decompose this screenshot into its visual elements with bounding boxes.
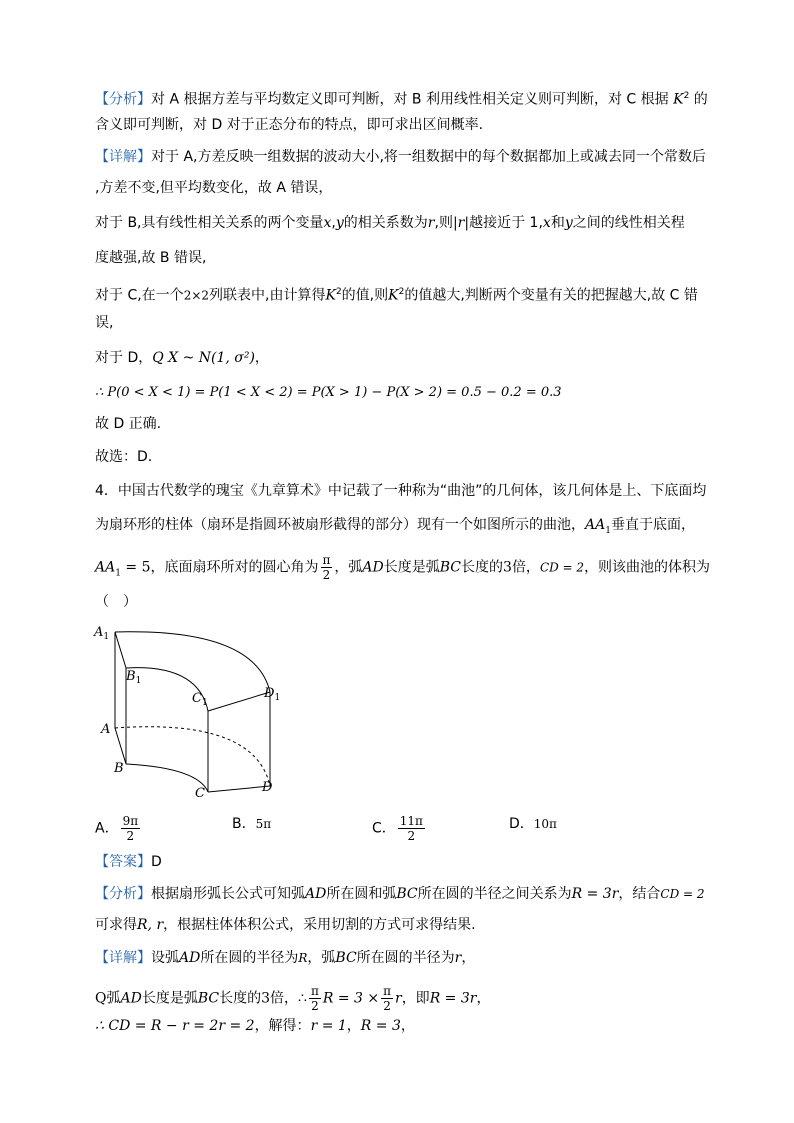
text: ，即 — [401, 990, 430, 1007]
text: 倍， — [270, 990, 299, 1007]
k-symbol: K — [673, 91, 684, 108]
text: 越接近于 1, — [469, 215, 543, 231]
label-a1: $A_1$ — [94, 625, 110, 642]
edge-cd — [208, 786, 270, 792]
table-size: 2×2 — [183, 288, 210, 303]
arc-bc: BC — [396, 886, 418, 902]
text: ， — [400, 1018, 415, 1034]
text: 所在圆的半径为 — [200, 950, 299, 966]
detail-line-1 — [95, 147, 705, 167]
cd-eq: CD = 2 — [539, 560, 585, 575]
aa1: AA — [585, 517, 606, 533]
text: 所在圆的半径为 — [356, 950, 455, 966]
analysis2-line-1 — [95, 884, 705, 904]
text: 列联表中,由计算得 — [209, 287, 326, 304]
text: 对于 D， — [95, 350, 153, 366]
text: ，则该曲池的体积为 — [584, 559, 711, 576]
var-x: x — [542, 215, 551, 231]
three: 3 — [261, 990, 271, 1007]
label-c: C — [195, 786, 205, 801]
label-b1: $B_1$ — [126, 669, 142, 686]
detail-line-4: 度越强,故 B 错误, — [95, 250, 207, 266]
text: 倍， — [511, 559, 540, 576]
analysis-line-1: 【分析】对 A 根据方差与平均数定义即可判断，对 B 利用线性相关定义则可判断，对 C 根据 $K^2$ 的 — [95, 91, 708, 108]
fraction-pi-2: $\frac{\pi}{2}$ — [383, 984, 391, 1013]
edge-ab — [115, 728, 126, 764]
option-letter: B． — [232, 816, 256, 832]
arc-ad: AD — [305, 886, 327, 902]
var-y: y — [335, 215, 344, 231]
text: 和 — [550, 215, 565, 231]
detail-line-5: 对于 C,在一个2×2列联表中,由计算得$K^2$的值,则$K^2$的值越大,判断两个变量有关的把握越大,故 C 错 — [95, 287, 698, 304]
arc-bc: BC — [439, 559, 462, 576]
aa1: AA — [95, 559, 116, 576]
eq: R = 3 × — [322, 990, 380, 1007]
text: 长度的 — [219, 990, 262, 1007]
var-r: r — [454, 950, 462, 966]
option-letter: A． — [95, 820, 119, 837]
detail-line-9: 故 D 正确. — [95, 416, 162, 432]
curved-pool-figure — [90, 618, 290, 808]
r-value: r = 1 — [310, 1018, 347, 1034]
text: ,则 — [434, 215, 453, 231]
option-letter: D． — [509, 816, 534, 832]
question-text: 中国古代数学的瑰宝《九章算术》中记载了一种称为“曲池”的几何体，该几何体是上、下底面均 — [117, 483, 707, 499]
text: 之间的线性相关程 — [572, 215, 685, 231]
therefore-symbol: ∴ — [298, 990, 307, 1007]
abs-r: |r| — [452, 215, 470, 231]
question-line-1 — [95, 481, 705, 501]
option-d[interactable] — [509, 814, 557, 834]
choice-line: 故选：D. — [95, 449, 153, 465]
edge-a1b1 — [115, 632, 126, 668]
var-x: x — [323, 215, 332, 231]
text: 可求得 — [95, 917, 137, 933]
edge-c1d1 — [208, 692, 270, 711]
probability-formula: ∴ P(0 < X < 1) = P(1 < X < 2) = P(X > 1) − P(X > 2) = 0.5 − 0.2 = 0.3 — [95, 385, 562, 400]
R-value: R = 3 — [360, 1018, 401, 1034]
eq: = 5 — [120, 559, 151, 576]
analysis-tag: 【分析】 — [95, 91, 151, 108]
label-d: D — [262, 780, 273, 795]
text: ， — [476, 990, 491, 1007]
var-r: r — [427, 215, 435, 231]
radius-relation: R = 3r — [429, 990, 477, 1007]
var-y: y — [564, 215, 573, 231]
radii: R, r — [137, 917, 164, 933]
text: 根据扇形弧长公式可知弧 — [151, 886, 305, 902]
text: 设弧 — [151, 950, 179, 966]
detail-line-2: ,方差不变,但平均数变化，故 A 错误， — [95, 180, 333, 196]
detail2-line-3 — [95, 1016, 705, 1036]
text: 的相关系数为 — [343, 215, 428, 231]
answer-line — [95, 852, 705, 872]
answer-tag: 【答案】 — [95, 854, 151, 870]
text: 垂直于底面， — [610, 517, 695, 533]
text: ， — [461, 950, 476, 966]
because-symbol: Q — [95, 990, 107, 1007]
text: 长度是弧 — [141, 990, 198, 1007]
cd-formula: ∴ CD = R − r = 2r = 2 — [95, 1018, 255, 1034]
option-value: 10π — [533, 817, 557, 831]
text: ，解得： — [254, 1018, 311, 1034]
var-r: r — [394, 990, 402, 1007]
text: 长度的 — [461, 559, 504, 576]
sep: , — [331, 215, 336, 231]
fraction-pi-2: $\frac{\pi}{2}$ — [310, 984, 319, 1013]
text: ， — [254, 350, 269, 366]
text: ，弧 — [334, 559, 363, 576]
label-c1: $C_1$ — [192, 691, 208, 708]
text: 长度是弧 — [383, 559, 440, 576]
text: 的值,则 — [341, 287, 389, 304]
option-a[interactable] — [95, 814, 142, 843]
detail-tag: 【详解】 — [95, 950, 151, 966]
text: 为扇环形的柱体（扇环是指圆环被扇形截得的部分）现有一个如图所示的曲池， — [95, 517, 585, 533]
normal-dist-formula: Q X ~ N(1, σ²) — [152, 350, 255, 366]
arc-bc: BC — [197, 990, 220, 1007]
three: 3 — [503, 559, 512, 576]
fraction-pi-2: $\frac{\pi}{2}$ — [322, 553, 331, 582]
label-a: A — [101, 722, 111, 737]
option-value: 5π — [255, 817, 272, 831]
question-line-4: （ ） — [95, 594, 137, 610]
text: 对于 C,在一个 — [95, 287, 184, 304]
answer-value: D — [151, 854, 162, 870]
analysis-text-end: 的 — [689, 91, 708, 108]
label-d1: $D_1$ — [264, 686, 281, 703]
detail2-line-2 — [95, 984, 705, 1013]
text: 所在圆和弧 — [326, 886, 397, 902]
option-c[interactable] — [372, 814, 427, 843]
question-line-2: 为扇环形的柱体（扇环是指圆环被扇形截得的部分）现有一个如图所示的曲池，$AA_1$垂直于底面， — [95, 517, 695, 536]
option-fraction: $\frac{9\pi}{2}$ — [122, 814, 139, 843]
detail2-line-1 — [95, 948, 705, 968]
text: ，根据柱体体积公式，采用切割的方式可求得结果. — [163, 917, 476, 933]
option-b[interactable] — [232, 814, 271, 834]
analysis-text: 对 A 根据方差与平均数定义即可判断，对 B 利用线性相关定义则可判断，对 C 根据 — [151, 91, 674, 108]
question-line-3: $AA_1 = 5$，底面扇环所对的圆心角为 $\frac{\pi}{2}$ ，弧AD长度是弧BC长度的3倍，CD = 2，则该曲池的体积为 — [95, 553, 711, 582]
sep: ， — [346, 1018, 361, 1034]
text: ，弧 — [307, 950, 336, 966]
question-number: 4． — [95, 483, 118, 499]
option-letter: C． — [372, 820, 396, 837]
analysis2-line-2 — [95, 915, 705, 935]
text: 所在圆的半径之间关系为 — [417, 886, 572, 902]
analysis-line-2: 含义即可判断，对 D 对于正态分布的特点，即可求出区间概率. — [95, 117, 484, 133]
arc-ad: AD — [362, 559, 384, 576]
text: ，结合 — [618, 886, 661, 902]
detail-line-6: 误, — [95, 315, 114, 331]
radius-relation: R = 3r — [571, 886, 619, 902]
text: 对于 B,具有线性相关关系的两个变量 — [95, 215, 324, 231]
text: 的值越大,判断两个变量有关的把握越大,故 C 错 — [404, 287, 698, 304]
arc-bc: BC — [335, 950, 357, 966]
text: 弧 — [106, 990, 121, 1007]
analysis-tag: 【分析】 — [95, 886, 151, 902]
label-b: B — [114, 761, 124, 776]
text: ，底面扇环所对的圆心角为 — [150, 559, 319, 576]
detail-line-3 — [95, 213, 705, 233]
k-symbol: K — [325, 287, 336, 304]
var-R: R — [298, 951, 308, 965]
detail-line-7 — [95, 348, 705, 368]
arc-ad: AD — [179, 950, 201, 966]
cd-eq: CD = 2 — [660, 887, 705, 901]
detail-tag: 【详解】 — [95, 149, 151, 165]
detail-text: 对于 A,方差反映一组数据的波动大小,将一组数据中的每个数据都加上或减去同一个常数后 — [151, 149, 706, 165]
option-fraction: $\frac{11\pi}{2}$ — [399, 814, 423, 843]
k-symbol: K — [388, 287, 399, 304]
arc-ad: AD — [120, 990, 142, 1007]
